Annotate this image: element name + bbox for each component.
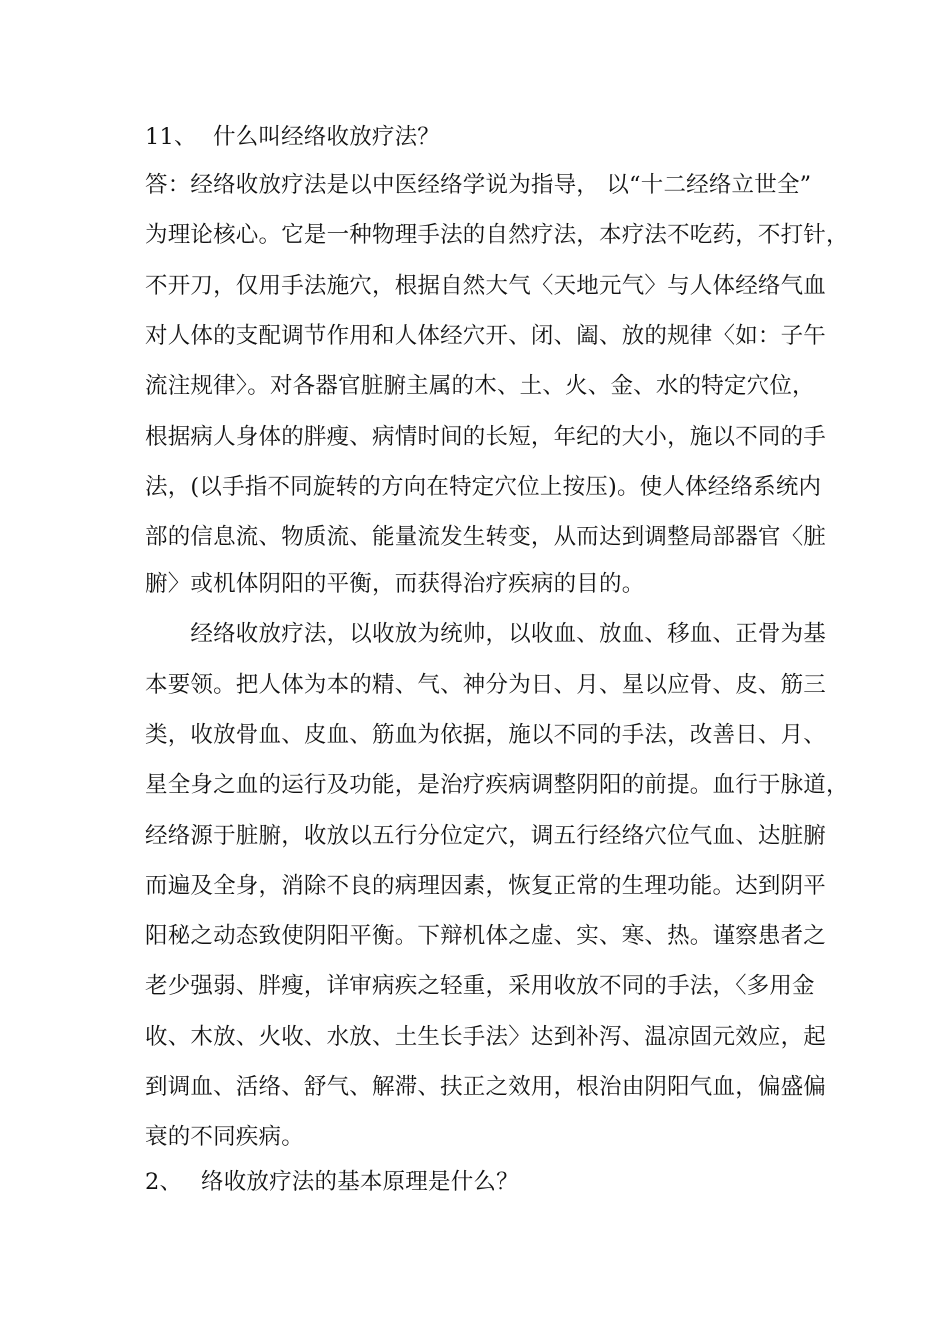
answer-line: 法，(以手指不同旋转的方向在特定穴位上按压)。使人体经络系统内: [145, 474, 822, 500]
answer-line: 阳秘之动态致使阴阳平衡。下辩机体之虚、实、寒、热。谨察患者之: [145, 923, 827, 949]
answer-line: 收、木放、火收、水放、土生长手法〉达到补泻、温凉固元效应，起: [145, 1024, 827, 1050]
question-1-heading: [145, 122, 825, 152]
answer-line: 部的信息流、物质流、能量流发生转变，从而达到调整局部器官〈脏: [145, 524, 827, 550]
answer-line: 不开刀，仅用手法施穴，根据自然大气〈天地元气〉与人体经络气血: [145, 273, 827, 299]
question-2-number: 2、: [145, 1169, 183, 1195]
answer-line: 星全身之血的运行及功能，是治疗疾病调整阴阳的前提。血行于脉道，: [145, 772, 849, 798]
answer-line: 经络收放疗法，以收放为统帅，以收血、放血、移血、正骨为基: [145, 621, 827, 647]
answer-line: 到调血、活络、舒气、解滞、扶正之效用，根治由阴阳气血，偏盛偏: [145, 1074, 827, 1100]
answer-line: 类，收放骨血、皮血、筋血为依据，施以不同的手法，改善日、月、: [145, 722, 827, 748]
answer-line: 老少强弱、胖瘦，详审病疾之轻重，采用收放不同的手法，〈多用金: [145, 973, 815, 999]
answer-line: 为理论核心。它是一种物理手法的自然疗法，本疗法不吃药，不打针，: [145, 222, 849, 248]
answer-line: 腑〉或机体阴阳的平衡，而获得治疗疾病的目的。: [145, 571, 645, 597]
answer-line: 答：经络收放疗法是以中医经络学说为指导， 以“十二经络立世全”: [145, 172, 812, 198]
answer-line: 流注规律〉。对各器官脏腑主属的木、土、火、金、水的特定穴位，: [145, 373, 815, 399]
answer-line: 经络源于脏腑，收放以五行分位定穴，调五行经络穴位气血、达脏腑: [145, 823, 827, 849]
question-1-number: 11、: [145, 124, 197, 150]
answer-line: 而遍及全身，消除不良的病理因素，恢复正常的生理功能。达到阴平: [145, 873, 827, 899]
answer-line: 本要领。把人体为本的精、气、神分为日、月、星以应骨、皮、筋三: [145, 672, 827, 698]
question-1-title: 什么叫经络收放疗法？: [213, 124, 441, 150]
answer-line: 对人体的支配调节作用和人体经穴开、闭、阖、放的规律〈如：子午: [145, 323, 827, 349]
answer-line: 根据病人身体的胖瘦、病情时间的长短，年纪的大小，施以不同的手: [145, 424, 827, 450]
question-2-title: 络收放疗法的基本原理是什么？: [201, 1169, 519, 1195]
answer-line: 衰的不同疾病。: [145, 1124, 304, 1150]
question-2-heading: [145, 1167, 825, 1197]
